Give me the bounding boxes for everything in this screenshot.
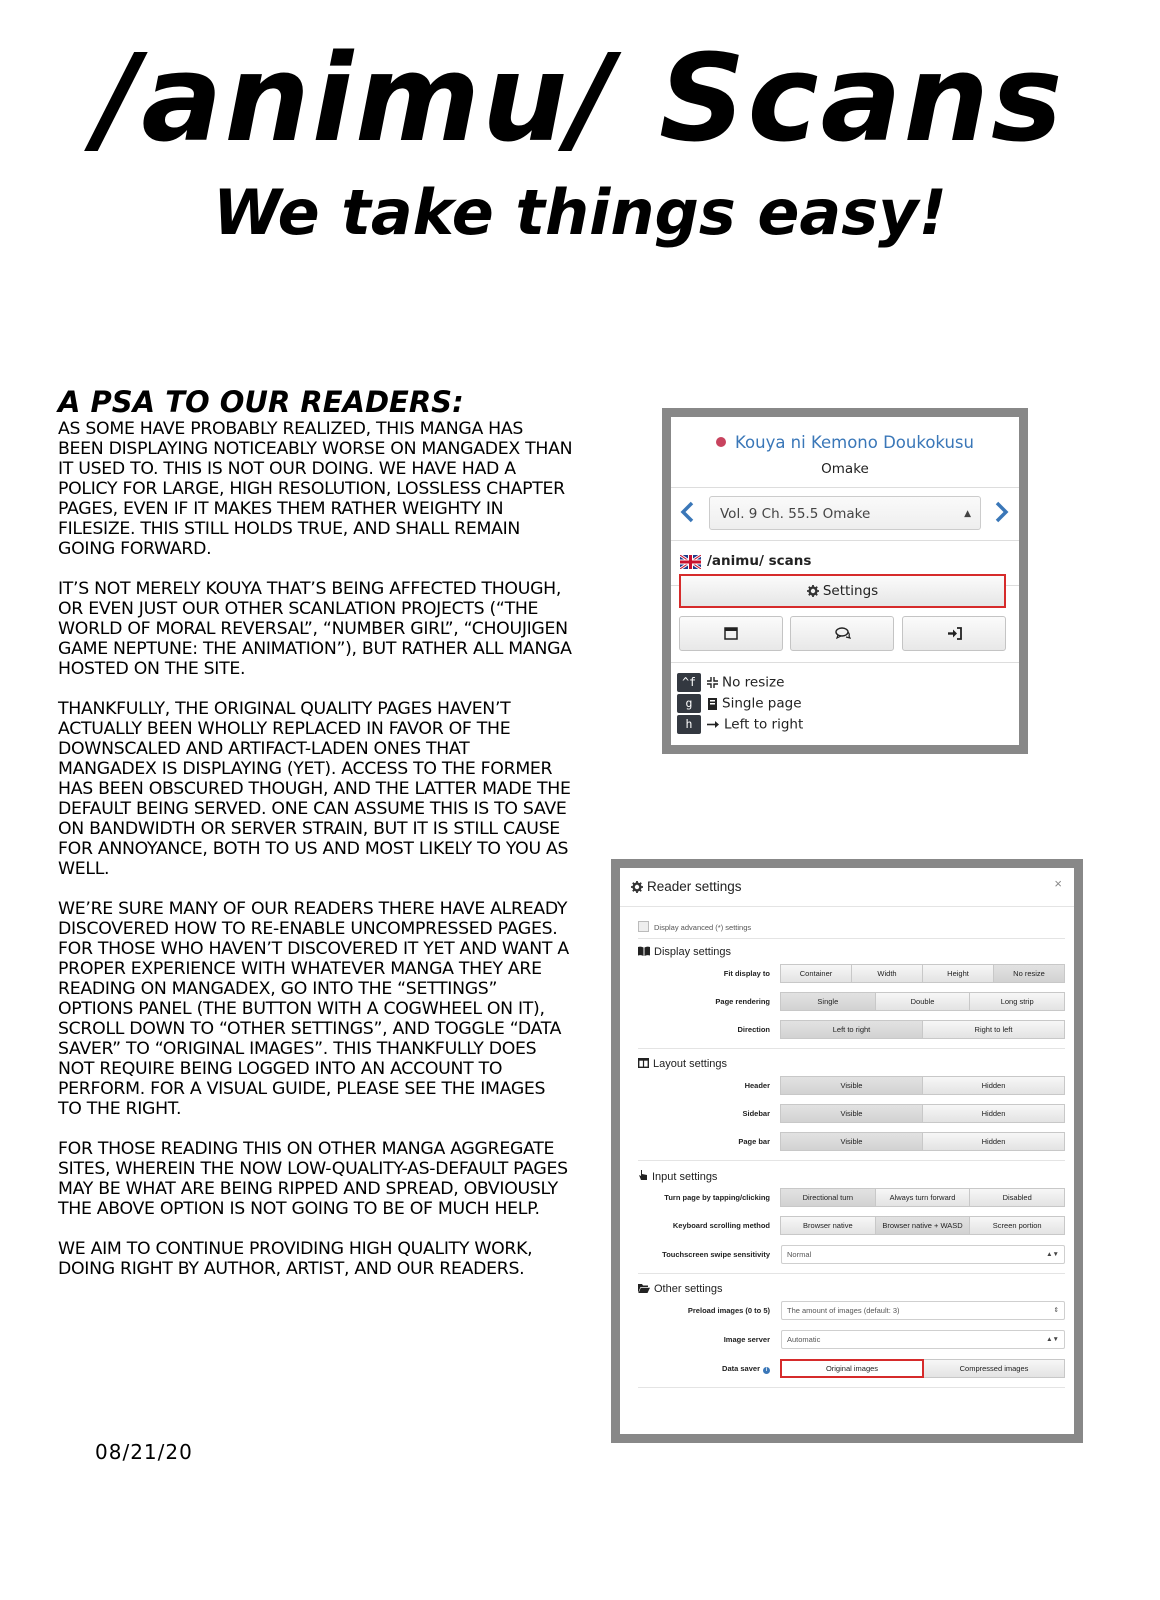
info-icon[interactable]: i [763, 1367, 770, 1374]
header-label: Header [744, 1081, 770, 1090]
data-saver-option-compressed[interactable]: Compressed images [923, 1359, 1065, 1378]
turn-page-options [781, 1188, 1065, 1207]
psa-heading: A PSA TO OUR READERS: [58, 385, 464, 419]
rendering-option-long-strip[interactable]: Long strip [969, 992, 1065, 1011]
turn-page-label: Turn page by tapping/clicking [664, 1193, 770, 1202]
psa-paragraph: AS SOME HAVE PROBABLY REALIZED, THIS MANGA HAS BEEN DISPLAYING NOTICEABLY WORSE ON MANGADEX THAN IT USED TO. THIS IS NOT OUR DOING. WE HAVE HAD A POLICY FOR LARGE, HIGH RESOLUTION, LOSSLESS CHAPTER PAGES, EVEN IF IT MAKES THEM RATHER WEIGHTY IN FILESIZE. THIS STILL HOLDS TRUE, AND SHALL REMAIN GOING FORWARD. [58, 419, 573, 559]
rendering-option-double[interactable]: Double [875, 992, 971, 1011]
psa-paragraph: THANKFULLY, THE ORIGINAL QUALITY PAGES HAVEN’T ACTUALLY BEEN WHOLLY REPLACED IN FAVOR OF THE DOWNSCALED AND ARTIFACT-LADEN ONES THAT MANGADEX IS DISPLAYING (YET). ACCESS TO THE FORMER HAS BEEN OBSCURED THOUGH, AND THE LATTER MADE THE DEFAULT BEING SERVED. ONE CAN ASSUME THIS IS TO SAVE ON BANDWIDTH OR SERVER STRAIN, BUT IT IS STILL CAUSE FOR ANNOYANCE, BOTH TO US AND MOST LIKELY TO YOU AS WELL. [58, 699, 571, 879]
modal-header [620, 868, 1074, 907]
turn-option-disabled[interactable]: Disabled [969, 1188, 1065, 1207]
page-bar-option-hidden[interactable]: Hidden [922, 1132, 1065, 1151]
direction-option-rtl[interactable]: Right to left [922, 1020, 1065, 1039]
psa-notice [58, 385, 573, 1299]
layout-settings-heading: Layout settings [638, 1058, 727, 1070]
direction-options [781, 1020, 1065, 1039]
fit-option-width[interactable]: Width [851, 964, 923, 983]
close-icon[interactable]: × [1054, 876, 1062, 891]
swipe-sensitivity-label: Touchscreen swipe sensitivity [662, 1250, 770, 1259]
chapter-nav [671, 488, 1019, 541]
window-icon [724, 627, 738, 640]
select-arrows-icon: ▲ [964, 509, 971, 519]
resize-icon [707, 677, 718, 688]
page-bar-option-visible[interactable]: Visible [780, 1132, 923, 1151]
divider [638, 938, 1065, 939]
psa-paragraph: FOR THOSE READING THIS ON OTHER MANGA AGGREGATE SITES, WHEREIN THE NOW LOW-QUALITY-AS-DEFAULT PAGES MAY BE WHAT ARE BEING RIPPED AND SPREAD, OBVIOUSLY THE ABOVE OPTION IS NOT GOING TO BE OF MUCH HELP. [58, 1139, 568, 1219]
chevron-right-icon[interactable] [991, 501, 1011, 523]
shortcut-key: ^f [677, 673, 701, 692]
shortcut-label: Single page [722, 695, 802, 712]
fit-display-label: Fit display to [723, 969, 770, 978]
keyboard-option-screen-portion[interactable]: Screen portion [969, 1216, 1065, 1235]
advanced-toggle[interactable] [638, 921, 751, 932]
divider [638, 1273, 1065, 1274]
modal-title: Reader settings [647, 879, 742, 894]
data-saver-options [781, 1359, 1065, 1378]
page-title: /animu/ Scans [95, 30, 1065, 169]
columns-icon [638, 1058, 649, 1068]
chapter-select[interactable] [709, 496, 981, 530]
reader-settings-screenshot [611, 859, 1083, 1443]
psa-date: 08/21/20 [95, 1440, 193, 1464]
turn-option-directional[interactable]: Directional turn [780, 1188, 876, 1207]
checkbox[interactable] [638, 921, 649, 932]
shortcut-row [677, 715, 803, 735]
comments-button[interactable] [790, 616, 894, 651]
fit-option-no-resize[interactable]: No resize [993, 964, 1065, 983]
uk-flag-icon [680, 555, 701, 569]
sidebar-label: Sidebar [742, 1109, 770, 1118]
select-arrows-icon: ▲▼ [1046, 1336, 1059, 1343]
keyboard-option-native-wasd[interactable]: Browser native + WASD [875, 1216, 971, 1235]
keyboard-scroll-label: Keyboard scrolling method [672, 1221, 770, 1230]
settings-button[interactable] [679, 574, 1006, 608]
book-icon [707, 698, 718, 710]
direction-option-ltr[interactable]: Left to right [780, 1020, 923, 1039]
keyboard-option-native[interactable]: Browser native [780, 1216, 876, 1235]
manga-header [671, 417, 1019, 488]
sign-in-icon [947, 627, 962, 640]
sidebar-options [781, 1104, 1065, 1123]
manga-title-link[interactable]: Kouya ni Kemono Doukokusu [735, 433, 974, 452]
divider [638, 1387, 1065, 1388]
advanced-label: Display advanced (*) settings [654, 923, 752, 932]
keyboard-scroll-options [781, 1216, 1065, 1235]
page-rendering-options [781, 992, 1065, 1011]
turn-option-forward[interactable]: Always turn forward [875, 1188, 971, 1207]
psa-paragraph: IT’S NOT MERELY KOUYA THAT’S BEING AFFECTED THOUGH, OR EVEN JUST OUR OTHER SCANLATION PROJECTS (“THE WORLD OF MORAL REVERSAL”, “NUMBER GIRL”, “CHOUJIGEN GAME NEPTUNE: THE ANIMATION”), BUT RATHER ALL MANGA HOSTED ON THE SITE. [58, 579, 572, 679]
psa-paragraph: WE AIM TO CONTINUE PROVIDING HIGH QUALITY WORK, DOING RIGHT BY AUTHOR, ARTIST, AND OUR READERS. [58, 1239, 533, 1279]
settings-button-label: Settings [822, 583, 879, 599]
swipe-sensitivity-select[interactable] [781, 1245, 1065, 1264]
display-settings-heading: Display settings [638, 946, 731, 958]
page-bar-options [781, 1132, 1065, 1151]
shortcut-label: Left to right [724, 716, 804, 733]
data-saver-label: Data saver i [620, 1364, 770, 1374]
gear-icon [807, 585, 819, 597]
data-saver-option-original[interactable]: Original images [780, 1359, 924, 1378]
chevron-left-icon[interactable] [678, 501, 698, 523]
fit-display-options [781, 964, 1065, 983]
image-server-label: Image server [723, 1335, 770, 1344]
stepper-icon[interactable]: ⇕ [1053, 1307, 1059, 1314]
swipe-sensitivity-value: Normal [787, 1250, 812, 1259]
arrow-right-icon [707, 720, 720, 729]
gear-icon [631, 881, 643, 893]
shortcut-key: h [677, 715, 701, 734]
page-subtitle: We take things easy! [213, 176, 947, 249]
preload-placeholder: The amount of images (default: 3) [787, 1306, 900, 1315]
sidebar-option-hidden[interactable]: Hidden [922, 1104, 1065, 1123]
divider [671, 662, 1019, 663]
input-settings-heading: Input settings [638, 1170, 717, 1183]
header-option-hidden[interactable]: Hidden [922, 1076, 1065, 1095]
sidebar-option-visible[interactable]: Visible [780, 1104, 923, 1123]
login-button[interactable] [902, 616, 1006, 651]
header-option-visible[interactable]: Visible [780, 1076, 923, 1095]
fit-option-height[interactable]: Height [922, 964, 994, 983]
page-rendering-label: Page rendering [715, 997, 770, 1006]
psa-paragraph: WE’RE SURE MANY OF OUR READERS THERE HAVE ALREADY DISCOVERED HOW TO RE-ENABLE UNCOMPRESSED PAGES. FOR THOSE WHO HAVEN’T DISCOVERED IT YET AND WANT A PROPER EXPERIENCE WITH WHATEVER MANGA THEY ARE READING ON MANGADEX, GO INTO THE “SETTINGS” OPTIONS PANEL (THE BUTTON WITH A COGWHEEL ON IT), SCROLL DOWN TO “OTHER SETTINGS”, AND TOGGLE “DATA SAVER” TO “ORIGINAL IMAGES”. THIS THANKFULLY DOES NOT REQUIRE BEING LOGGED INTO AN ACCOUNT TO PERFORM. FOR A VISUAL GUIDE, PLEASE SEE THE IMAGES TO THE RIGHT. [58, 899, 569, 1119]
fit-option-container[interactable]: Container [780, 964, 852, 983]
divider [638, 1048, 1065, 1049]
folder-open-icon [638, 1284, 650, 1293]
rendering-option-single[interactable]: Single [780, 992, 876, 1011]
direction-label: Direction [737, 1025, 770, 1034]
divider [638, 1160, 1065, 1161]
select-arrows-icon: ▲▼ [1046, 1251, 1059, 1258]
header-options [781, 1076, 1065, 1095]
page-bar-label: Page bar [738, 1137, 770, 1146]
status-dot [716, 437, 726, 447]
group-link[interactable]: /animu/ scans [707, 553, 812, 569]
book-open-icon [638, 946, 650, 956]
preload-input[interactable] [781, 1301, 1065, 1320]
window-button[interactable] [679, 616, 783, 651]
image-server-select[interactable] [781, 1330, 1065, 1349]
chapter-select-value: Vol. 9 Ch. 55.5 Omake [720, 506, 871, 522]
reader-nav-screenshot [662, 408, 1028, 754]
chapter-subtitle: Omake [821, 461, 869, 477]
shortcut-row [677, 673, 784, 693]
action-buttons [679, 616, 1006, 652]
image-server-value: Automatic [787, 1335, 821, 1344]
pointer-icon [638, 1170, 648, 1181]
shortcut-row [677, 694, 802, 714]
comments-icon [835, 627, 851, 640]
shortcut-label: No resize [722, 674, 785, 691]
preload-label: Preload images (0 to 5) [687, 1306, 770, 1315]
shortcut-key: g [677, 694, 701, 713]
other-settings-heading: Other settings [638, 1283, 722, 1295]
